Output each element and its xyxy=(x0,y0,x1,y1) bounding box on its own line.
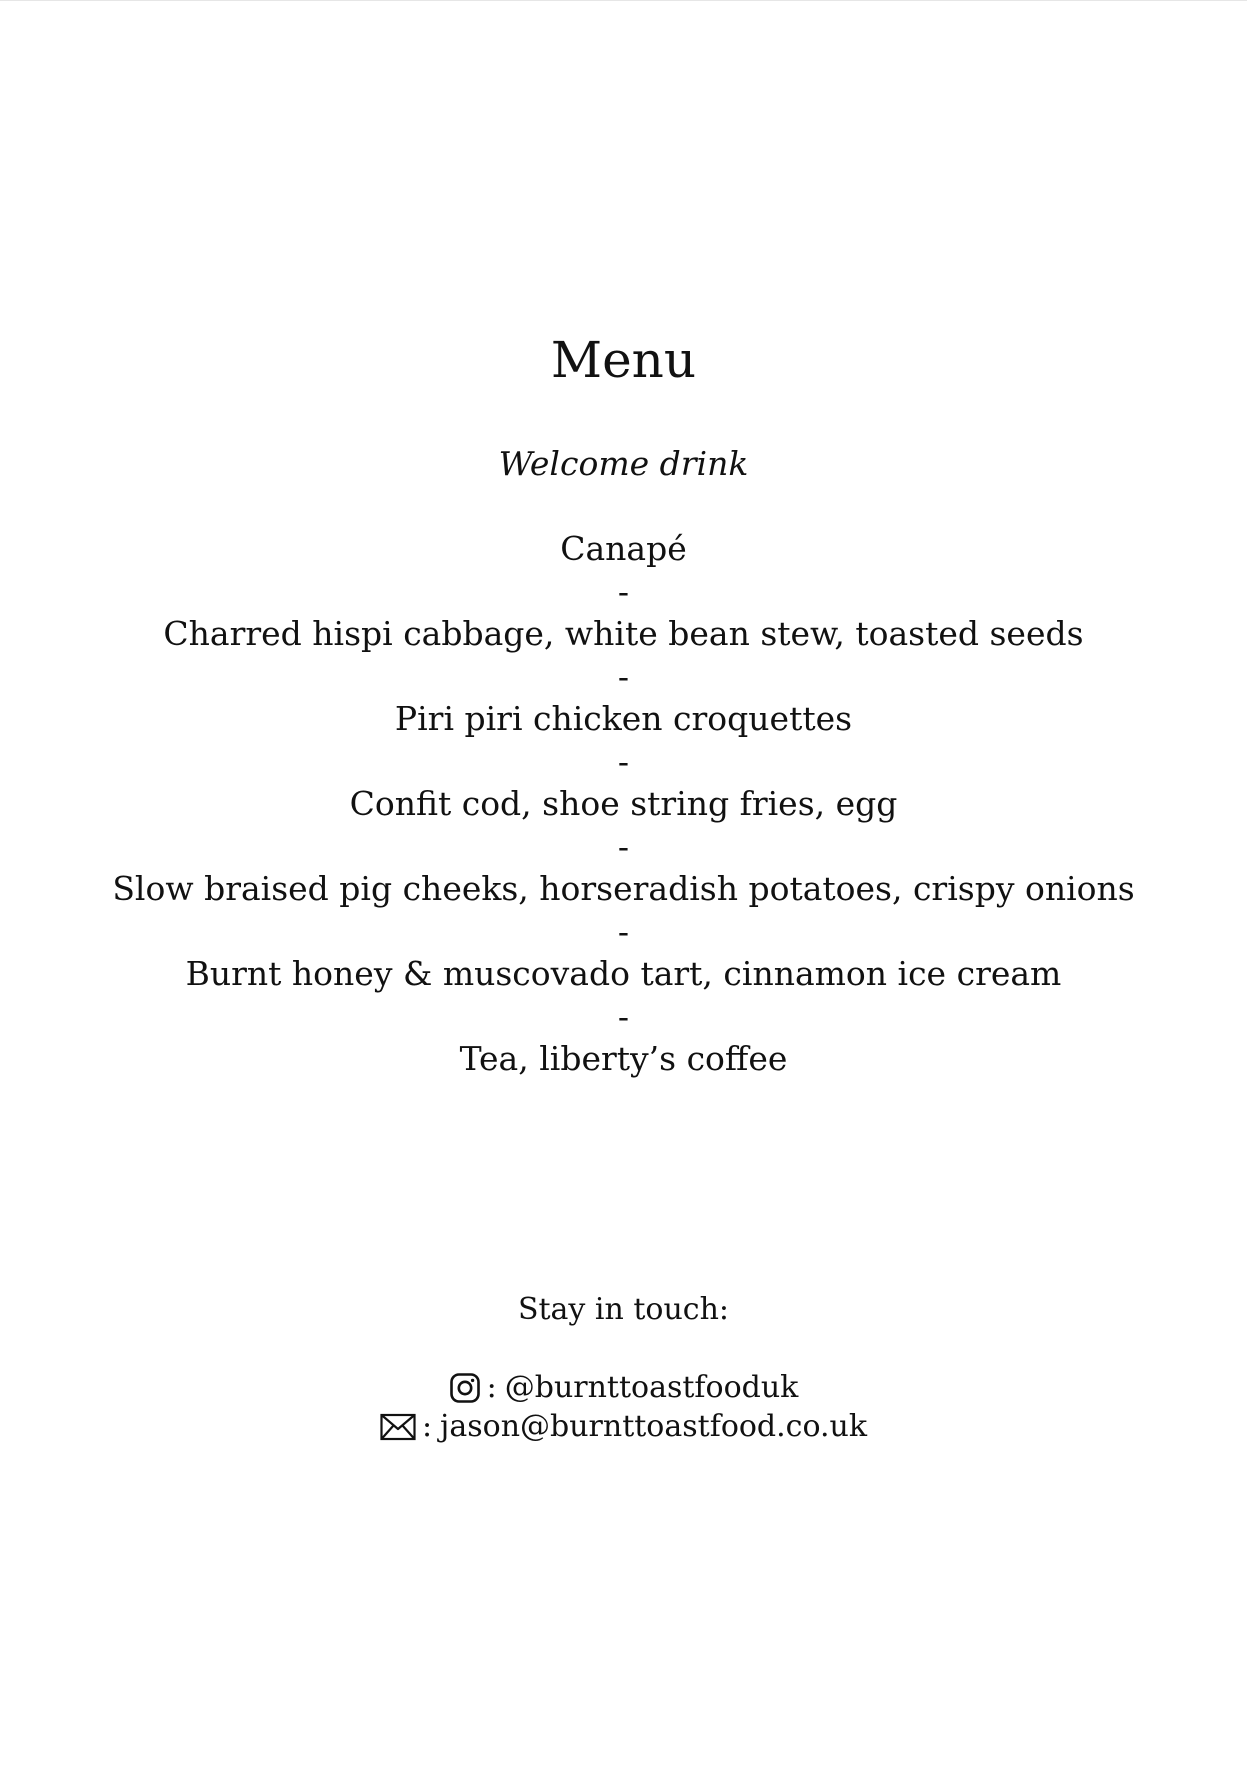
course-item: Charred hispi cabbage, white bean stew, toasted seeds xyxy=(163,614,1084,653)
instagram-icon xyxy=(449,1372,481,1404)
course-item: Canapé xyxy=(560,529,687,568)
course-separator: - xyxy=(617,741,630,781)
course-separator: - xyxy=(617,571,630,611)
instagram-handle[interactable]: @burnttoastfooduk xyxy=(504,1370,799,1405)
instagram-contact[interactable] xyxy=(0,1369,1247,1407)
welcome-drink: Welcome drink xyxy=(498,444,749,483)
email-separator: : xyxy=(421,1409,433,1444)
course-separator: - xyxy=(617,656,630,696)
course-separator: - xyxy=(617,911,630,951)
course-item: Burnt honey & muscovado tart, cinnamon ice cream xyxy=(185,954,1062,993)
course-item: Tea, liberty’s coffee xyxy=(459,1039,788,1078)
menu-title: Menu xyxy=(550,331,697,389)
course-item: Piri piri chicken croquettes xyxy=(394,699,853,738)
instagram-separator: : xyxy=(486,1370,497,1405)
mail-icon xyxy=(380,1413,416,1441)
course-list xyxy=(0,528,1247,1081)
course-item: Slow braised pig cheeks, horseradish potatoes, crispy onions xyxy=(112,869,1135,908)
contact-heading: Stay in touch: xyxy=(517,1292,730,1327)
course-separator: - xyxy=(617,826,630,866)
email-address[interactable]: jason@burnttoastfood.co.uk xyxy=(440,1409,868,1444)
course-item: Confit cod, shoe string fries, egg xyxy=(349,784,898,823)
email-contact[interactable] xyxy=(0,1408,1247,1446)
course-separator: - xyxy=(617,996,630,1036)
